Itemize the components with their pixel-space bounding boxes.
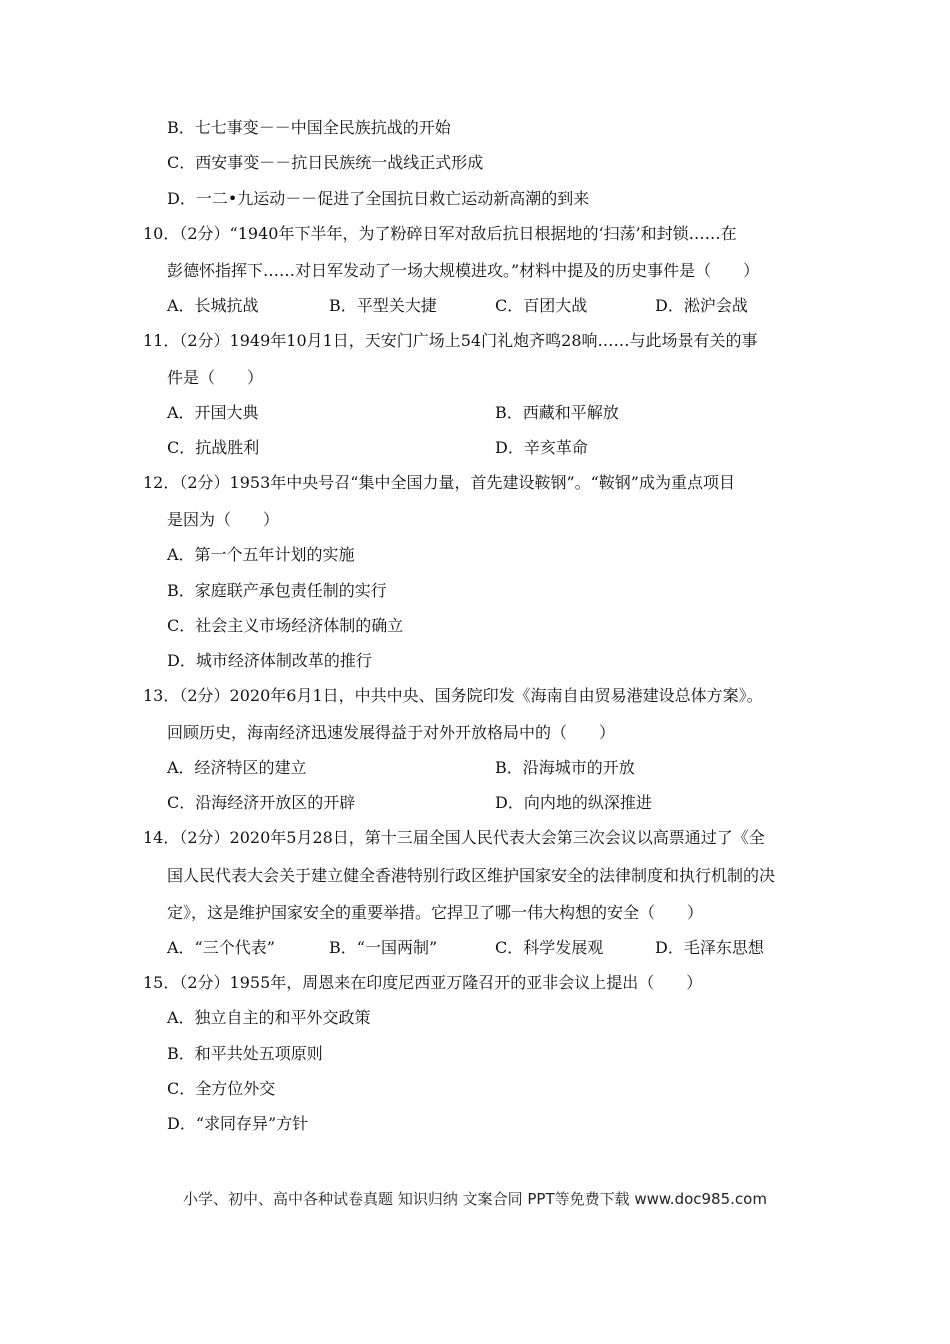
question-10-stem: 10．（2分）“1940年下半年，为了粉碎日军对敌后抗日根据地的‘扫荡’和封锁……在: [143, 224, 737, 243]
option-d: D．“求同存异”方针: [167, 1114, 309, 1133]
option-a: A．“三个代表”: [167, 938, 275, 957]
option-d: D．辛亥革命: [495, 438, 588, 457]
option-d: D．城市经济体制改革的推行: [167, 651, 372, 670]
option-a: A．第一个五年计划的实施: [167, 545, 355, 564]
option-b: B．沿海城市的开放: [495, 758, 635, 777]
option-d: D．一二•九运动－－促进了全国抗日救亡运动新高潮的到来: [167, 189, 590, 208]
option-a: A．开国大典: [167, 403, 259, 422]
question-13-stem: 13．（2分）2020年6月1日，中共中央、国务院印发《海南自由贸易港建设总体方案》。: [143, 686, 763, 705]
question-10-stem-cont: 彭德怀指挥下……对日军发动了一场大规模进攻。”材料中提及的历史事件是（ ）: [167, 261, 760, 280]
question-14-stem-cont2: 定》，这是维护国家安全的重要举措。它捍卫了哪一伟大构想的安全（ ）: [167, 903, 704, 922]
option-d: D．毛泽东思想: [655, 938, 764, 957]
option-c: C．百团大战: [495, 296, 588, 315]
option-a: A．长城抗战: [167, 296, 259, 315]
option-c: C．社会主义市场经济体制的确立: [167, 616, 404, 635]
option-b: B．七七事变－－中国全民族抗战的开始: [167, 118, 451, 137]
option-b: B．和平共处五项原则: [167, 1044, 323, 1063]
option-b: B．西藏和平解放: [495, 403, 619, 422]
option-c: C．沿海经济开放区的开辟: [167, 793, 356, 812]
option-c: C．西安事变－－抗日民族统一战线正式形成: [167, 153, 484, 172]
option-a: A．经济特区的建立: [167, 758, 307, 777]
option-b: B．平型关大捷: [329, 296, 437, 315]
option-a: A．独立自主的和平外交政策: [167, 1008, 371, 1027]
option-b: B．家庭联产承包责任制的实行: [167, 581, 387, 600]
question-15-stem: 15．（2分）1955年，周恩来在印度尼西亚万隆召开的亚非会议上提出（ ）: [143, 973, 703, 992]
question-12-stem-cont: 是因为（ ）: [167, 510, 280, 529]
option-c: C．全方位外交: [167, 1079, 276, 1098]
page-footer: 小学、初中、高中各种试卷真题 知识归纳 文案合同 PPT等免费下载 www.doc985.com: [183, 1190, 767, 1208]
question-13-stem-cont: 回顾历史，海南经济迅速发展得益于对外开放格局中的（ ）: [167, 723, 616, 742]
question-11-stem: 11．（2分）1949年10月1日，天安门广场上54门礼炮齐鸣28响……与此场景有关的事: [143, 331, 758, 350]
question-11-stem-cont: 件是（ ）: [167, 368, 264, 387]
question-14-stem-cont: 国人民代表大会关于建立健全香港特别行政区维护国家安全的法律制度和执行机制的决: [167, 866, 776, 885]
option-c: C．抗战胜利: [167, 438, 260, 457]
option-c: C．科学发展观: [495, 938, 604, 957]
option-d: D．淞沪会战: [655, 296, 748, 315]
option-d: D．向内地的纵深推进: [495, 793, 652, 812]
question-12-stem: 12．（2分）1953年中央号召“集中全国力量，首先建设鞍钢”。“鞍钢”成为重点项目: [143, 473, 735, 492]
option-b: B．“一国两制”: [329, 938, 438, 957]
question-14-stem: 14．（2分）2020年5月28日，第十三届全国人民代表大会第三次会议以高票通过了《全: [143, 828, 765, 847]
